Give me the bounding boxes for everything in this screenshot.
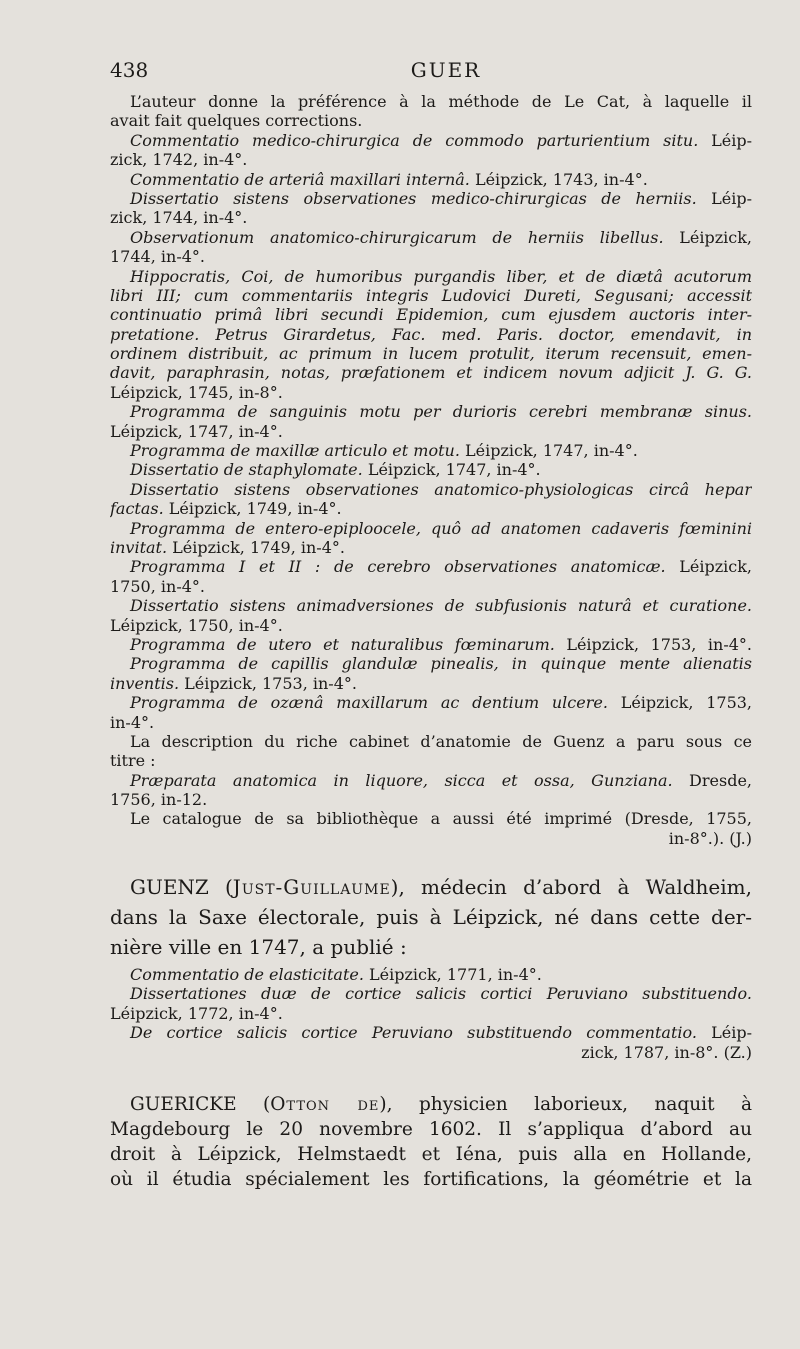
italic-text: davit, paraphrasin, notas, præfationem et indicem novum adjicit J. G. G. (110, 363, 752, 383)
text-line (110, 984, 752, 1003)
italic-text: Dissertatio de staphylomate. (130, 460, 363, 480)
text-segment: Léipzick, 1772, in-4°. (110, 1003, 283, 1023)
text-segment: in-8°.). (J.) (668, 828, 752, 848)
text-line (110, 1092, 752, 1117)
text-line (110, 965, 752, 984)
text-line (110, 693, 752, 712)
italic-text: Hippocratis, Coi, de humoribus purgandis liber, et de diætâ acutorum (130, 266, 752, 286)
text-line (110, 208, 752, 227)
text-segment: Magdebourg le 20 novembre 1602. Il s’appliqua d’abord au (110, 1119, 752, 1140)
text-line (110, 829, 752, 848)
text-segment: Léip- (698, 130, 752, 150)
text-segment: La description du riche cabinet d’anatomie de Guenz a paru sous ce (130, 731, 752, 751)
italic-text: Programma de maxillæ articulo et motu. (130, 441, 460, 461)
text-line (110, 441, 752, 460)
text-segment: zick, 1744, in-4°. (110, 208, 248, 228)
italic-text: Dissertatio sistens observationes medico-chirurgicas de herniis. (130, 188, 697, 208)
text-line (110, 267, 752, 286)
italic-text: Commentatio medico-chirurgica de commodo parturientium situ. (130, 130, 699, 150)
text-segment: avait fait quelques corrections. (110, 111, 363, 131)
text-line (110, 932, 752, 962)
text-segment: Léipzick, 1747, in-4°. (362, 460, 541, 480)
text-line (110, 422, 752, 441)
page-header (110, 58, 752, 90)
italic-text: Programma de utero et naturalibus fœminarum. (130, 634, 555, 654)
italic-text: factas. (110, 499, 164, 519)
text-segment: Léipzick, 1745, in-8°. (110, 382, 283, 402)
text-line (110, 111, 752, 130)
text-line (110, 286, 752, 305)
text-segment: titre : (110, 751, 156, 771)
italic-text: Programma de entero-epiploocele, quô ad anatomen cadaveris fœminini (130, 518, 752, 538)
italic-text: Commentatio de elasticitate. (130, 965, 364, 984)
italic-text: Programma de sanguinis motu per durioris cerebri membranæ sinus. (130, 402, 752, 422)
text-segment: Léipzick, 1747, in-4°. (110, 421, 283, 441)
text-segment: nière ville en 1747, a publié : (110, 935, 407, 959)
text-segment: GUENZ ( (130, 875, 233, 899)
italic-text: pretatione. Petrus Girardetus, Fac. med. Paris. doctor, emendavit, in (110, 324, 752, 344)
text-segment: Léipzick, 1743, in-4°. (469, 169, 648, 189)
text-segment: Léipzick, 1753, (607, 693, 752, 713)
text-line (110, 771, 752, 790)
text-line (110, 402, 752, 421)
text-line (110, 344, 752, 363)
guenz-just-guillaume-entry (110, 872, 752, 962)
text-segment: 1756, in-12. (110, 790, 208, 810)
text-segment: 1744, in-4°. (110, 247, 205, 267)
text-segment: où il étudia spécialement les fortifications, la géométrie et la (110, 1169, 752, 1190)
text-segment: Léipzick, (665, 557, 752, 577)
text-line (110, 557, 752, 576)
text-line (110, 751, 752, 770)
text-line (110, 228, 752, 247)
text-segment: Léipzick, (663, 227, 752, 247)
text-line (110, 499, 752, 518)
text-segment: L’auteur donne la préférence à la méthode de Le Cat, à laquelle il (130, 92, 752, 111)
text-line (110, 189, 752, 208)
guenz-just-guillaume-works (110, 965, 752, 1062)
text-line (110, 383, 752, 402)
text-line (110, 1117, 752, 1142)
text-line (110, 616, 752, 635)
text-line (110, 538, 752, 557)
text-line (110, 305, 752, 324)
italic-text: Programma de capillis glandulæ pinealis, in quinque mente alienatis (130, 654, 752, 674)
text-line (110, 363, 752, 382)
italic-text: libri III; cum commentariis integris Ludovici Dureti, Segusani; accessit (110, 285, 752, 305)
italic-text: inventis. (110, 673, 180, 693)
text-line (110, 92, 752, 111)
small-caps-text: Just-Guillaume (232, 875, 391, 899)
text-segment: Léipzick, 1753, in-4°. (554, 634, 752, 654)
text-line (110, 809, 752, 828)
text-line (110, 1004, 752, 1023)
text-segment: Dresde, (672, 770, 752, 790)
text-line (110, 732, 752, 751)
italic-text: Programma I et II : de cerebro observationes anatomicæ. (130, 557, 666, 577)
text-line (110, 247, 752, 266)
italic-text: invitat. (110, 537, 168, 557)
text-line (110, 1023, 752, 1042)
text-segment: droit à Léipzick, Helmstaedt et Iéna, puis alla en Hollande, (110, 1144, 752, 1165)
text-segment: GUERICKE ( (130, 1094, 271, 1115)
text-segment: zick, 1742, in-4°. (110, 150, 248, 170)
text-segment: Léip- (696, 188, 752, 208)
text-line (110, 325, 752, 344)
text-segment: Léipzick, 1749, in-4°. (167, 537, 345, 557)
italic-text: Dissertatio sistens observationes anatomico-physiologicas circâ hepar (130, 479, 752, 499)
text-segment: Léipzick, 1749, in-4°. (163, 499, 342, 519)
text-segment: 1750, in-4°. (110, 576, 205, 596)
text-line (110, 1043, 752, 1062)
text-segment: Léipzick, 1771, in-4°. (363, 965, 542, 984)
text-line (110, 480, 752, 499)
text-line (110, 902, 752, 932)
text-line (110, 872, 752, 902)
italic-text: De cortice salicis cortice Peruviano substituendo commentatio. (130, 1023, 697, 1043)
text-line (110, 596, 752, 615)
running-head: GUER (410, 58, 482, 82)
text-line (110, 1142, 752, 1167)
text-segment: Léipzick, 1753, in-4°. (179, 673, 357, 693)
text-segment: ), médecin d’abord à Waldheim, (390, 875, 752, 899)
text-segment: dans la Saxe électorale, puis à Léipzick, né dans cette der- (110, 905, 752, 929)
text-line (110, 577, 752, 596)
italic-text: Præparata anatomica in liquore, sicca et ossa, Gunziana. (130, 770, 673, 790)
text-line (110, 170, 752, 189)
text-segment: ), physicien laborieux, naquit à (379, 1094, 752, 1115)
text-line (110, 654, 752, 673)
text-line (110, 635, 752, 654)
text-segment: Léip- (696, 1023, 752, 1043)
italic-text: Programma de ozænâ maxillarum ac dentium ulcere. (130, 693, 608, 713)
text-line (110, 790, 752, 809)
text-line (110, 150, 752, 169)
text-segment: in-4°. (110, 712, 155, 732)
italic-text: continuatio primâ libri secundi Epidemion, cum ejusdem auctoris inter- (110, 305, 752, 325)
text-segment: zick, 1787, in-8°. (Z.) (581, 1042, 752, 1062)
text-segment: Léipzick, 1747, in-4°. (459, 441, 638, 461)
italic-text: ordinem distribuit, ac primum in lucem protulit, iterum recensuit, emen- (110, 344, 752, 364)
text-line (110, 713, 752, 732)
italic-text: Observationum anatomico-chirurgicarum de herniis libellus. (130, 227, 664, 247)
italic-text: Dissertatio sistens animadversiones de subfusionis naturâ et curatione. (130, 596, 752, 616)
page-number: 438 (110, 58, 149, 82)
text-segment: Le catalogue de sa bibliothèque a aussi été imprimé (Dresde, 1755, (130, 809, 752, 829)
text-line (110, 674, 752, 693)
text-line (110, 460, 752, 479)
italic-text: Commentatio de arteriâ maxillari internâ. (130, 169, 470, 189)
guericke-entry (110, 1092, 752, 1192)
italic-text: Dissertationes duæ de cortice salicis cortici Peruviano substituendo. (130, 984, 752, 1004)
guenz-bibliography (110, 92, 752, 848)
text-line (110, 519, 752, 538)
text-segment: Léipzick, 1750, in-4°. (110, 615, 283, 635)
text-line (110, 131, 752, 150)
text-line (110, 1167, 752, 1192)
small-caps-text: Otton de (270, 1094, 380, 1115)
